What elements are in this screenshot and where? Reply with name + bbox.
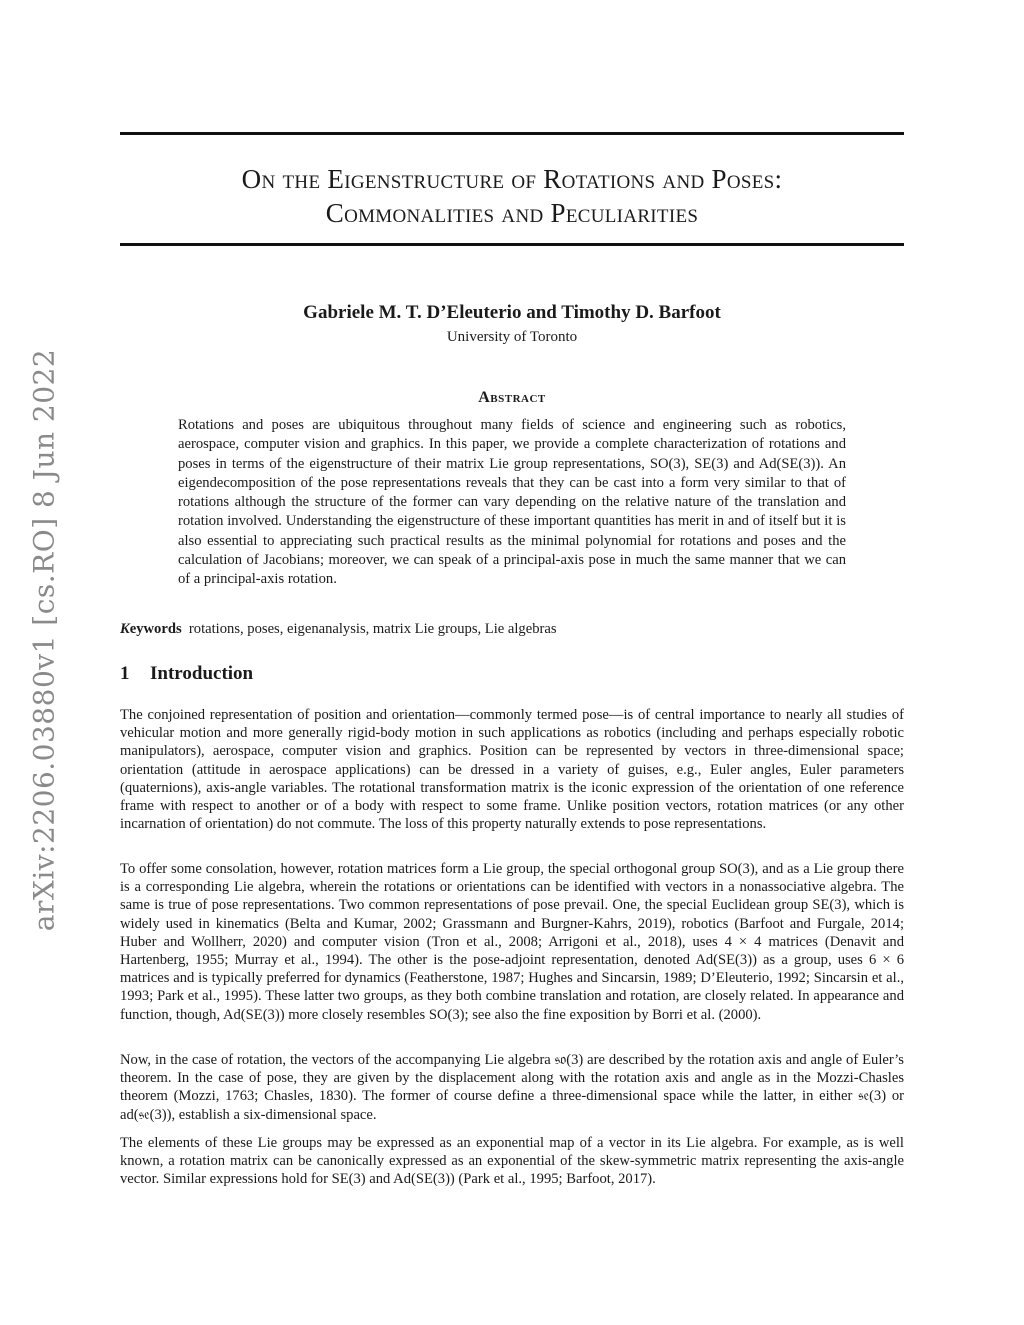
authors: Gabriele M. T. D’Eleuterio and Timothy D. Barfoot — [303, 302, 721, 323]
body-paragraph-1: The conjoined representation of position and orientation—commonly termed pose—is of central importance to nearly all studies of vehicular motion and more generally rigid-body motion in such applications as robotics (including and perhaps especially robotic manipulators), aerospace, computer vision and graphics. Position can be represented by vectors in three-dimensional space; orientation (attitude in aerospace applications) can be dressed in a variety of guises, e.g., Euler angles, Euler parameters (quaternions), axis-angle variables. The rotational transformation matrix is the iconic expression of the orientation of one reference frame with respect to another or of a body with respect to some frame. Unlike position vectors, rotation matrices (or any other incarnation of orientation) do not commute. The loss of this property naturally extends to pose representations. — [120, 707, 904, 833]
section-number: 1 — [120, 663, 130, 684]
affiliation: University of Toronto — [446, 329, 578, 345]
title-rule-bottom — [120, 243, 904, 246]
paper-title-line-2: Commonalities and Peculiarities — [325, 198, 699, 228]
body-paragraph-4: The elements of these Lie groups may be expressed as an exponential map of a vector in its Lie algebra. For example, as is well known, a rotation matrix can be canonically expressed as an exponential of the skew-symmetric matrix representing the axis-angle vector. Similar expressions hold for SE(3) and Ad(SE(3)) (Park et al., 1995; Barfoot, 2017). — [120, 1135, 904, 1188]
paper-title-line-1: On the Eigenstructure of Rotations and Poses: — [241, 164, 783, 194]
abstract-heading: Abstract — [478, 389, 546, 406]
abstract-text: Rotations and poses are ubiquitous throughout many fields of science and engineering such as robotics, aerospace, computer vision and graphics. In this paper, we provide a complete characterization of rotations and poses in terms of the eigenstructure of their matrix Lie group representations, SO(3), SE(3) and Ad(SE(3)). An eigendecomposition of the pose representations reveals that they can be cast into a form very similar to that of rotations although the structure of the former can vary depending on the relative nature of the translation and rotation involved. Understanding the eigenstructure of these important quantities has merit in and of itself but it is also essential to appreciating such practical results as the minimal polynomial for rotations and poses and the calculation of Jacobians; moreover, we can speak of a principal-axis pose in much the same manner that we can of a principal-axis rotation. — [178, 417, 846, 588]
arxiv-identifier-stamp: arXiv:2206.03880v1 [cs.RO] 8 Jun 2022 — [27, 348, 61, 932]
section-title: Introduction — [150, 663, 254, 684]
title-rule-top — [120, 132, 904, 135]
keywords — [120, 621, 904, 638]
keywords-label: Keywords — [120, 621, 182, 637]
body-paragraph-2: To offer some consolation, however, rotation matrices form a Lie group, the special orthogonal group SO(3), and as a Lie group there is a corresponding Lie algebra, wherein the rotations or orientations can be identified with vectors in a nonassociative algebra. The same is true of pose representations. Two common representations of pose prevail. One, the special Euclidean group SE(3), which is widely used in kinematics (Belta and Kumar, 2002; Grassmann and Burgner-Kahrs, 2019), robotics (Barfoot and Furgale, 2014; Huber and Wollherr, 2020) and computer vision (Tron et al., 2008; Arrigoni et al., 2018), uses 4 × 4 matrices (Denavit and Hartenberg, 1955; Murray et al., 1994). The other is the pose-adjoint representation, denoted Ad(SE(3)) as a group, uses 6 × 6 matrices and is typically preferred for dynamics (Featherstone, 1987; Hughes and Sincarsin, 1989; D’Eleuterio, 1992; Sincarsin et al., 1993; Park et al., 1995). These latter two groups, as they both combine translation and rotation, are closely related. In appearance and function, though, Ad(SE(3)) more closely resembles SO(3); see also the fine exposition by Borri et al. (2000). — [120, 861, 904, 1023]
body-paragraph-3: Now, in the case of rotation, the vectors of the accompanying Lie algebra 𝔰𝔬(3) are described by the rotation axis and angle of Euler’s theorem. In the case of pose, they are given by the displacement along with the rotation axis and angle as in the Mozzi-Chasles theorem (Mozzi, 1763; Chasles, 1830). The former of course define a three-dimensional space while the latter, in either 𝔰𝔢(3) or ad(𝔰𝔢(3)), establish a six-dimensional space. — [120, 1052, 904, 1123]
section-heading — [120, 663, 904, 685]
keywords-list: rotations, poses, eigenanalysis, matrix Lie groups, Lie algebras — [188, 621, 557, 637]
